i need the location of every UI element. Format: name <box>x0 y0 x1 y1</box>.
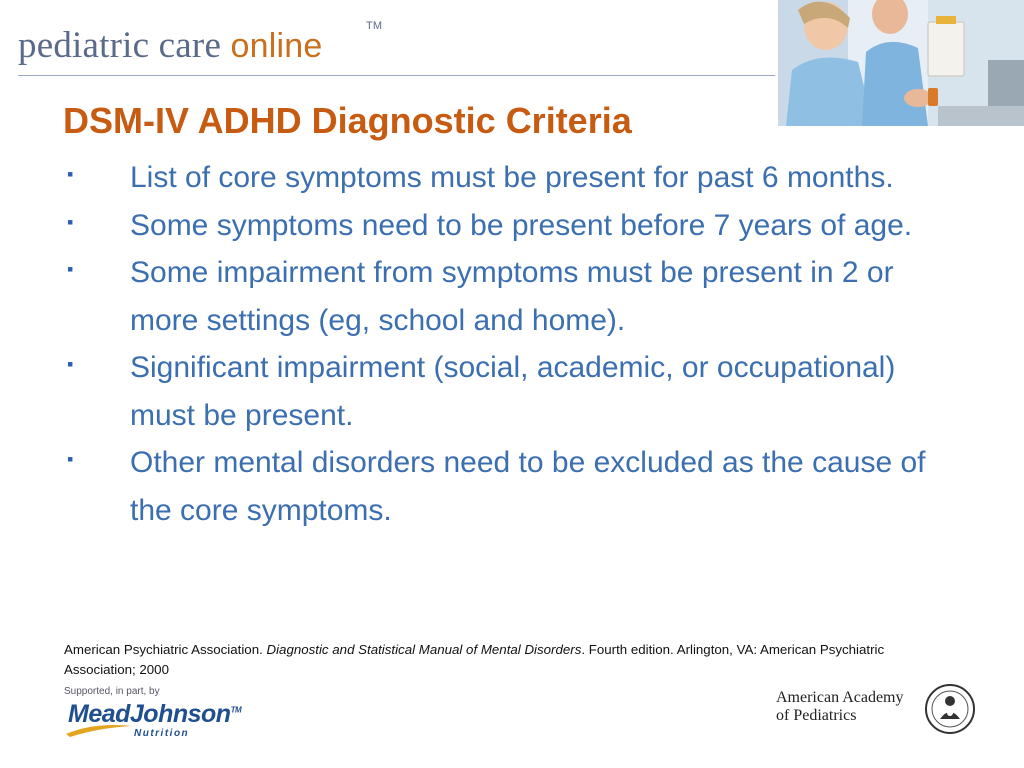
citation-prefix: American Psychiatric Association. <box>64 642 267 657</box>
aap-line-2: of Pediatrics <box>776 707 857 724</box>
criteria-text: Significant impairment (social, academic, or occupational) must be present. <box>130 351 896 432</box>
brand-accent-text: online <box>230 27 323 65</box>
citation-work-title: Diagnostic and Statistical Manual of Mental Disorders <box>266 642 582 657</box>
criteria-text: Some symptoms need to be present before 7 years of age. <box>130 208 913 242</box>
square-bullet-icon: ▪ <box>67 211 74 232</box>
slide-title: DSM-IV ADHD Diagnostic Criteria <box>63 100 632 141</box>
list-item <box>64 249 964 344</box>
aap-logo <box>776 689 1006 739</box>
square-bullet-icon: ▪ <box>67 449 74 469</box>
header-divider <box>18 75 775 76</box>
list-item <box>64 202 964 250</box>
sponsor-subtitle: Nutrition <box>134 728 190 739</box>
sponsor-trademark: TM <box>230 705 242 715</box>
citation <box>64 640 944 680</box>
brand-main-text: pediatric care <box>18 25 231 66</box>
criteria-text: List of core symptoms must be present for past 6 months. <box>130 161 894 194</box>
criteria-text: Other mental disorders need to be excluded as the cause of the core symptoms. <box>130 446 926 527</box>
aap-wordmark <box>776 689 904 725</box>
square-bullet-icon: ▪ <box>67 259 74 279</box>
aap-seal-icon <box>924 683 976 735</box>
list-item <box>64 154 964 202</box>
brand-wordmark <box>18 20 383 67</box>
sponsor-line: Supported, in part, by <box>64 686 160 697</box>
citation-suffix: . Fourth edition. Arlington, VA: American Psychiatric Association; 2000 <box>64 642 885 677</box>
list-item <box>64 344 964 439</box>
square-bullet-icon: ▪ <box>67 164 74 184</box>
criteria-text: Some impairment from symptoms must be present in 2 or more settings (eg, school and home). <box>130 256 894 337</box>
sponsor-name-text: MeadJohnson <box>68 700 231 728</box>
brand-trademark: TM <box>366 20 383 32</box>
square-bullet-icon: ▪ <box>67 354 74 374</box>
sponsor-name <box>68 700 241 729</box>
clinicians-photo-icon <box>778 0 1024 126</box>
criteria-list <box>64 154 964 534</box>
aap-line-1: American Academy <box>776 689 904 706</box>
list-item <box>64 439 964 534</box>
sponsor-logo <box>64 686 242 746</box>
